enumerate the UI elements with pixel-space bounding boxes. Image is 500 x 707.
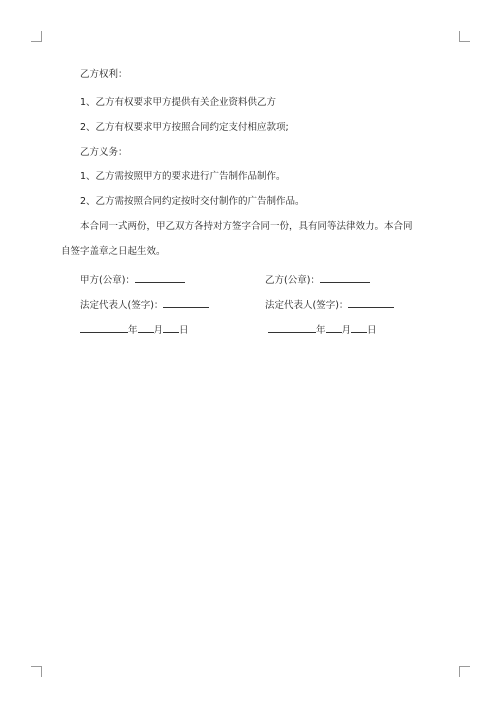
margin-mark-bottom-left: [31, 666, 42, 677]
party-b-month-blank[interactable]: [326, 322, 342, 333]
party-a-seal-label: 甲方(公章)：: [80, 275, 135, 286]
party-b-rep-blank[interactable]: [348, 297, 394, 308]
margin-mark-top-right: [459, 31, 470, 42]
duties-heading: 乙方义务：: [80, 147, 128, 158]
party-a-day-blank[interactable]: [163, 322, 179, 333]
party-b-year-blank[interactable]: [268, 322, 316, 333]
closing-paragraph-line-2: 自签字盖章之日起生效。: [61, 246, 166, 257]
party-a-year-blank[interactable]: [80, 322, 128, 333]
party-b-month-label: 月: [341, 325, 352, 336]
party-a-date-line: [80, 322, 189, 337]
party-b-year-label: 年: [316, 325, 326, 336]
party-b-rep-label: 法定代表人(签字)：: [265, 300, 349, 311]
party-b-seal-label: 乙方(公章)：: [265, 275, 320, 286]
party-a-seal-blank[interactable]: [135, 272, 185, 283]
party-a-rep-label: 法定代表人(签字)：: [80, 300, 164, 311]
right-item-1: 1、乙方有权要求甲方提供有关企业资料供乙方: [80, 97, 277, 108]
margin-mark-bottom-right: [459, 666, 470, 677]
closing-paragraph-line-1: 本合同一式两份，甲乙双方各持对方签字合同一份，具有同等法律效力。本合同: [80, 221, 413, 232]
duty-item-2: 2、乙方需按照合同约定按时交付制作的广告制作品。: [80, 196, 305, 207]
party-a-seal-line: [80, 272, 185, 287]
party-b-day-label: 日: [367, 325, 377, 336]
right-item-2: 2、乙方有权要求甲方按照合同约定支付相应款项;: [80, 122, 289, 133]
party-b-date-line: [268, 322, 377, 337]
party-b-rep-line: [265, 297, 394, 312]
rights-heading: 乙方权利：: [80, 69, 128, 80]
party-a-month-label: 月: [153, 325, 164, 336]
duty-item-1: 1、乙方需按照甲方的要求进行广告制作品制作。: [80, 171, 286, 182]
party-a-month-blank[interactable]: [138, 322, 154, 333]
party-a-rep-line: [80, 297, 209, 312]
party-b-day-blank[interactable]: [351, 322, 367, 333]
party-b-seal-line: [265, 272, 370, 287]
margin-mark-top-left: [31, 31, 42, 42]
party-b-seal-blank[interactable]: [320, 272, 370, 283]
party-a-rep-blank[interactable]: [163, 297, 209, 308]
party-a-day-label: 日: [179, 325, 189, 336]
party-a-year-label: 年: [128, 325, 138, 336]
